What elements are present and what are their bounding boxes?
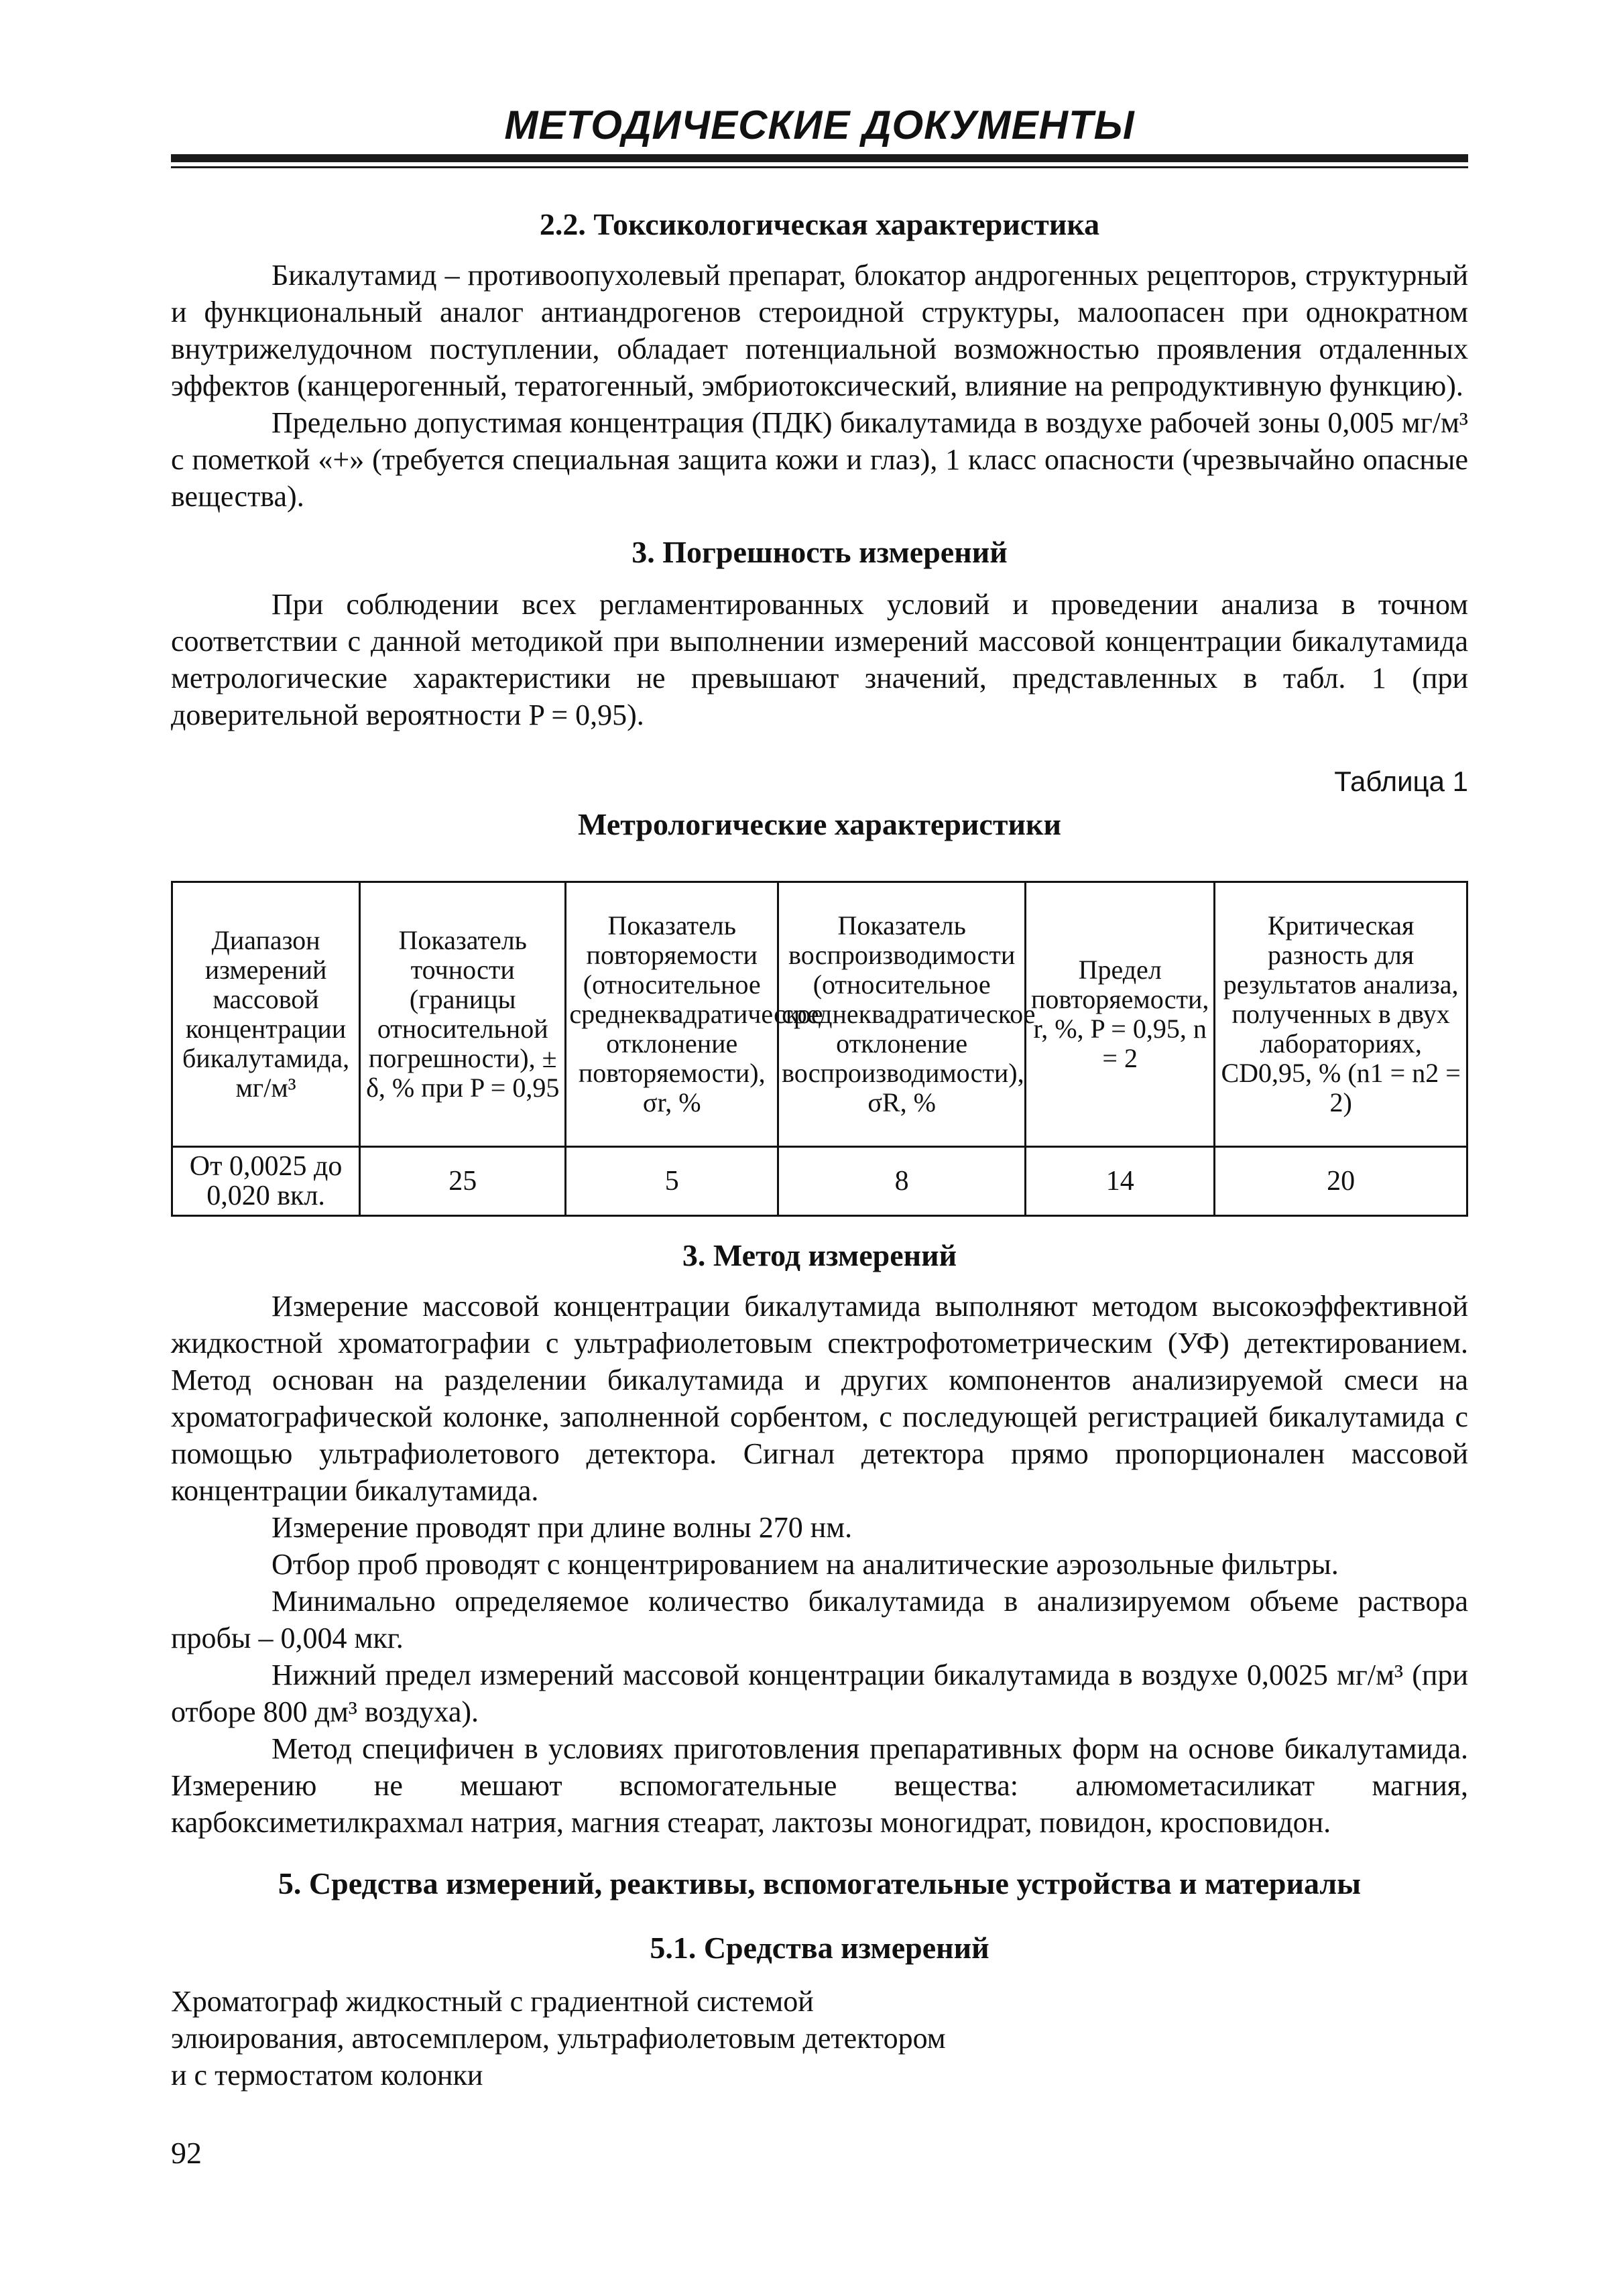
section-2-2-title: 2.2. Токсикологическая характеристика — [539, 207, 1100, 241]
instrument-line: и с термостатом колонки — [171, 2059, 483, 2092]
paragraph: Предельно допустимая концентрация (ПДК) бикалутамида в воздухе рабочей зоны 0,005 мг/м³ с пометкой «+» (требуется специальная защита кожи и глаз), 1 класс опасности (чрезвычайно опасные вещества). — [171, 406, 1468, 513]
document-page — [171, 101, 1468, 2094]
table-cell: 8 — [778, 1147, 1026, 1216]
section-5-title: 5. Средства измерений, реактивы, вспомогательные устройства и материалы — [278, 1866, 1362, 1900]
paragraph: Метод специфичен в условиях приготовления препаративных форм на основе бикалутамида. Измерению не мешают вспомогательные вещества: алюмометасиликат магния, карбоксиметилкрахмал натрия, магния стеарат, лактозы моногидрат, повидон, кросповидон. — [171, 1732, 1468, 1839]
table-header-cell: Показатель точности (границы относительной погрешности), ± δ, % при P = 0,95 — [360, 882, 566, 1147]
section-5-1-title: 5.1. Средства измерений — [650, 1931, 989, 1965]
paragraph: Измерение проводят при длине волны 270 нм. — [272, 1511, 853, 1544]
running-head: МЕТОДИЧЕСКИЕ ДОКУМЕНТЫ — [504, 103, 1135, 147]
metrology-table — [171, 881, 1468, 1217]
paragraph: Измерение массовой концентрации бикалутамида выполняют методом высокоэффективной жидкостной хроматографии с ультрафиолетовым спектрофотометрическим (УФ) детектированием. Метод основан на разделении бикалутамида и других компонентов анализируемой смеси на хроматографической колонке, заполненной сорбентом, с последующей регистрацией бикалутамида с помощью ультрафиолетового детектора. Сигнал детектора прямо пропорционален массовой концентрации бикалутамида. — [171, 1290, 1468, 1507]
table-header-cell: Показатель воспроизводимости (относительное среднеквадратическое отклонение воспроизводимости), σR, % — [778, 882, 1026, 1147]
section-3-method-body — [171, 1288, 1468, 1841]
table-title: Метрологические характеристики — [578, 807, 1061, 841]
paragraph: Нижний предел измерений массовой концентрации бикалутамида в воздухе 0,0025 мг/м³ (при отборе 800 дм³ воздуха). — [171, 1658, 1468, 1728]
paragraph: При соблюдении всех регламентированных условий и проведении анализа в точном соответствии с данной методикой при выполнении измерений массовой концентрации бикалутамида метрологические характеристики не превышают значений, представленных в табл. 1 (при доверительной вероятности P = 0,95). — [171, 588, 1468, 731]
instrument-line: элюирования, автосемплером, ультрафиолетовым детектором — [171, 2022, 946, 2055]
table-label: Таблица 1 — [1334, 766, 1468, 797]
instrument-line: Хроматограф жидкостный с градиентной системой — [171, 1985, 814, 2018]
section-3-error-title: 3. Погрешность измерений — [632, 535, 1008, 569]
table-cell: От 0,0025 до 0,020 вкл. — [172, 1147, 360, 1216]
header-rule-thick — [171, 154, 1468, 162]
paragraph: Минимально определяемое количество бикалутамида в анализируемом объеме раствора пробы – 0,004 мкг. — [171, 1585, 1468, 1654]
table-cell: 25 — [360, 1147, 566, 1216]
table-cell: 20 — [1215, 1147, 1467, 1216]
header-rule-thin — [171, 166, 1468, 168]
section-2-2-body — [171, 257, 1468, 515]
section-3-error-body — [171, 586, 1468, 733]
table-header-cell: Критическая разность для результатов анализа, полученных в двух лабораториях, CD0,95, % (n1 = n2 = 2) — [1215, 882, 1467, 1147]
table-header-cell: Предел повторяемости, r, %, P = 0,95, n = 2 — [1026, 882, 1215, 1147]
table-cell: 5 — [566, 1147, 778, 1216]
paragraph: Бикалутамид – противоопухолевый препарат, блокатор андрогенных рецепторов, структурный и функциональный аналог антиандрогенов стероидной структуры, малоопасен при однократном внутрижелудочном поступлении, обладает потенциальной возможностью проявления отдаленных эффектов (канцерогенный, тератогенный, эмбриотоксический, влияние на репродуктивную функцию). — [171, 259, 1468, 402]
table-header-cell: Показатель повторяемости (относительное среднеквадратическое отклонение повторяемости), σr, % — [566, 882, 778, 1147]
table-header-row — [172, 882, 1467, 1147]
table-row — [172, 1147, 1467, 1216]
section-3-method-title: 3. Метод измерений — [682, 1238, 957, 1272]
page-number: 92 — [171, 2136, 202, 2170]
table-header-cell: Диапазон измерений массовой концентрации бикалутамида, мг/м³ — [172, 882, 360, 1147]
table-cell: 14 — [1026, 1147, 1215, 1216]
paragraph: Отбор проб проводят с концентрированием на аналитические аэрозольные фильтры. — [272, 1548, 1339, 1581]
instrument-description — [171, 1983, 1468, 2094]
